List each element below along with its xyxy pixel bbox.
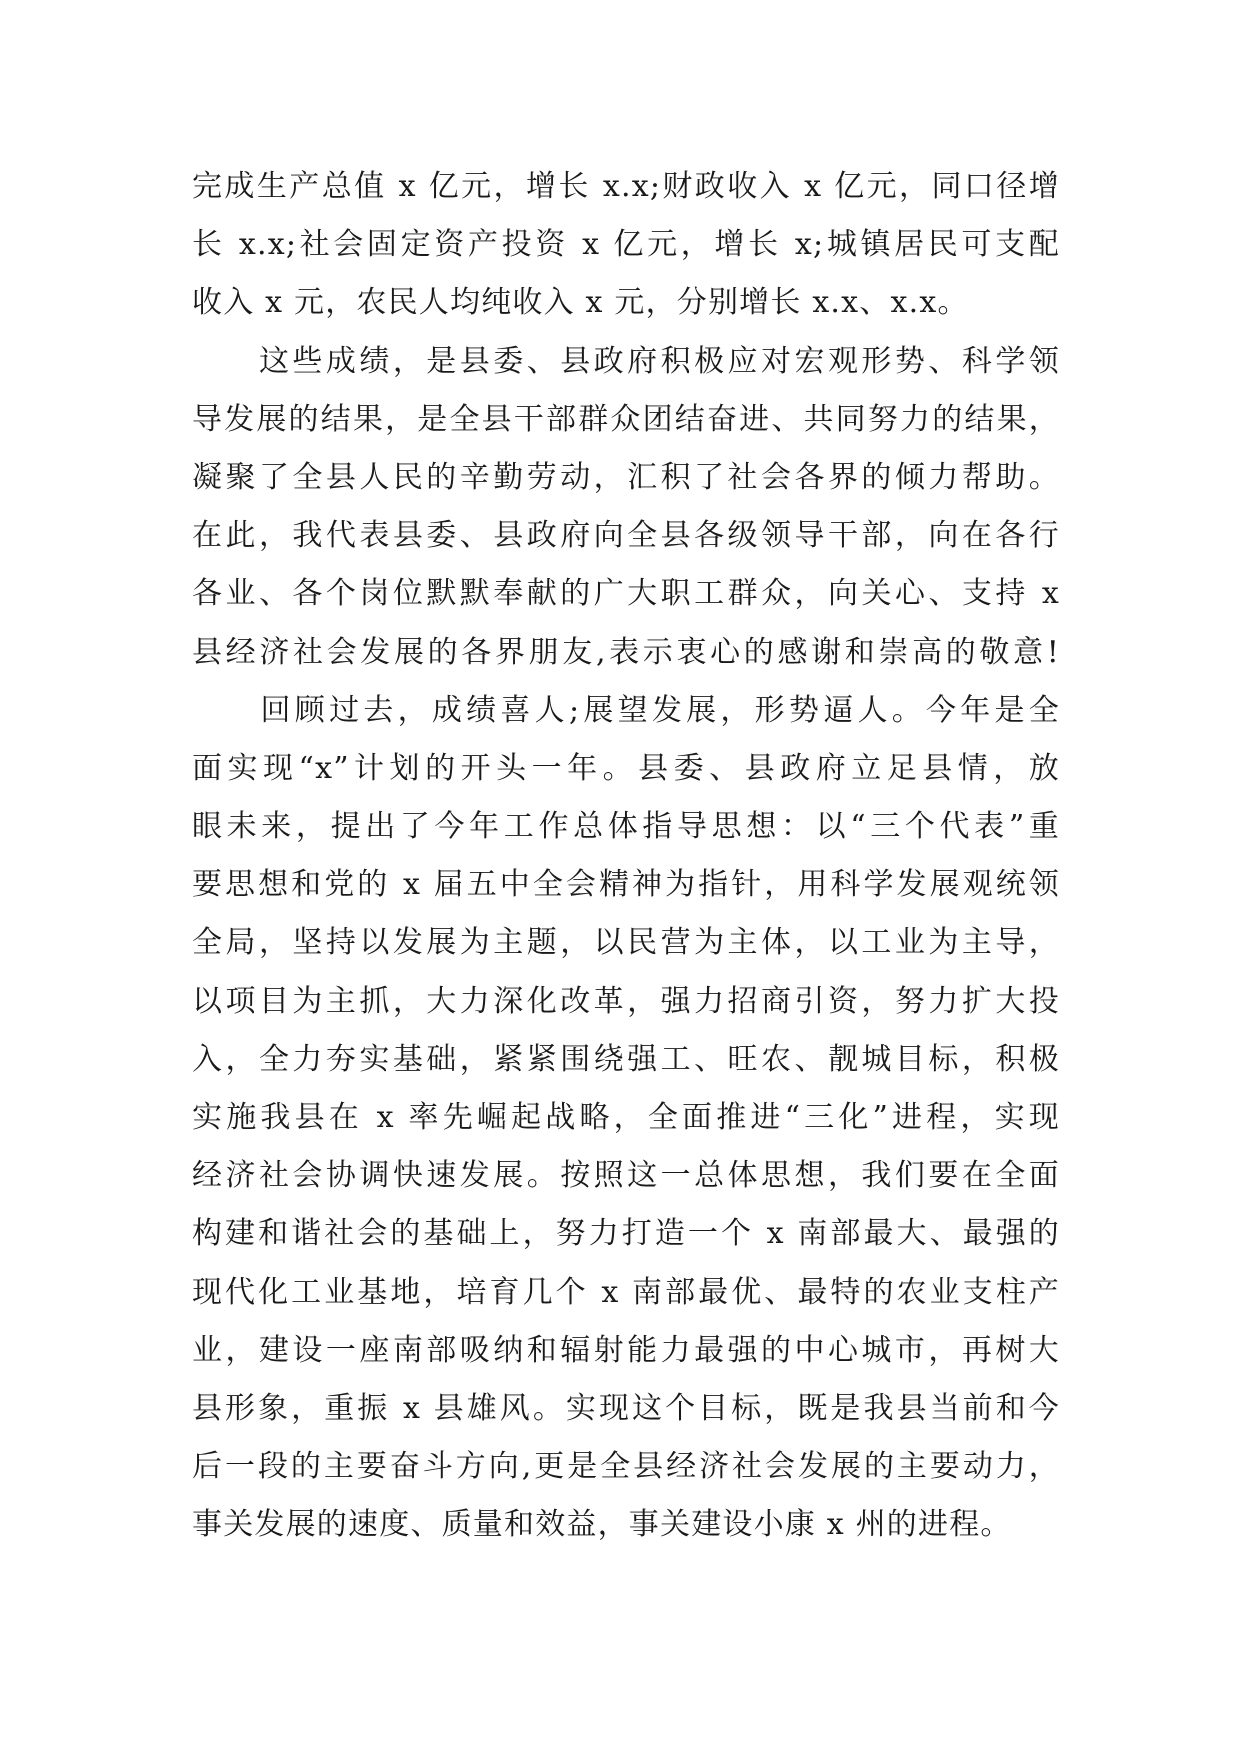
text-line: 全局，坚持以发展为主题，以民营为主体，以工业为主导，: [192, 925, 1060, 961]
text-line: 现代化工业基地，培育几个 x 南部最优、最特的农业支柱产: [192, 1274, 1060, 1310]
text-line: 业，建设一座南部吸纳和辐射能力最强的中心城市，再树大: [192, 1332, 1060, 1368]
paragraph-1: [192, 158, 1060, 333]
text-line: 眼未来，提出了今年工作总体指导思想：以“三个代表”重: [192, 809, 1060, 845]
text-line: 凝聚了全县人民的辛勤劳动，汇积了社会各界的倾力帮助。: [192, 459, 1060, 495]
body-text: [192, 158, 1060, 1555]
text-line: 各业、各个岗位默默奉献的广大职工群众，向关心、支持 x: [192, 576, 1060, 612]
text-line: 面实现“x”计划的开头一年。县委、县政府立足县情，放: [192, 750, 1060, 786]
text-line: 导发展的结果，是全县干部群众团结奋进、共同努力的结果，: [192, 401, 1060, 437]
text-line: 经济社会协调快速发展。按照这一总体思想，我们要在全面: [192, 1158, 1060, 1194]
text-line: 入，全力夯实基础，紧紧围绕强工、旺农、靓城目标，积极: [192, 1041, 1060, 1077]
text-line: 构建和谐社会的基础上，努力打造一个 x 南部最大、最强的: [192, 1216, 1060, 1252]
text-line: 长 x.x;社会固定资产投资 x 亿元，增长 x;城镇居民可支配: [192, 227, 1060, 263]
text-line: 事关发展的速度、质量和效益，事关建设小康 x 州的进程。: [192, 1507, 1012, 1543]
paragraph-2: [192, 333, 1060, 682]
text-line: 收入 x 元，农民人均纯收入 x 元，分别增长 x.x、x.x。: [192, 285, 969, 321]
text-line: 在此，我代表县委、县政府向全县各级领导干部，向在各行: [192, 518, 1060, 554]
text-line: 这些成绩，是县委、县政府积极应对宏观形势、科学领: [192, 343, 1060, 379]
paragraph-3: [192, 682, 1060, 1555]
text-line: 以项目为主抓，大力深化改革，强力招商引资，努力扩大投: [192, 983, 1060, 1019]
text-line: 要思想和党的 x 届五中全会精神为指针，用科学发展观统领: [192, 867, 1060, 903]
text-line: 回顾过去，成绩喜人;展望发展，形势逼人。今年是全: [192, 692, 1060, 728]
text-line: 后一段的主要奋斗方向,更是全县经济社会发展的主要动力，: [192, 1449, 1060, 1485]
text-line: 县经济社会发展的各界朋友,表示衷心的感谢和崇高的敬意!: [192, 634, 1060, 670]
text-line: 实施我县在 x 率先崛起战略，全面推进“三化”进程，实现: [192, 1100, 1060, 1135]
text-line: 完成生产总值 x 亿元，增长 x.x;财政收入 x 亿元，同口径增: [192, 169, 1060, 204]
text-line: 县形象，重振 x 县雄风。实现这个目标，既是我县当前和今: [192, 1390, 1060, 1426]
